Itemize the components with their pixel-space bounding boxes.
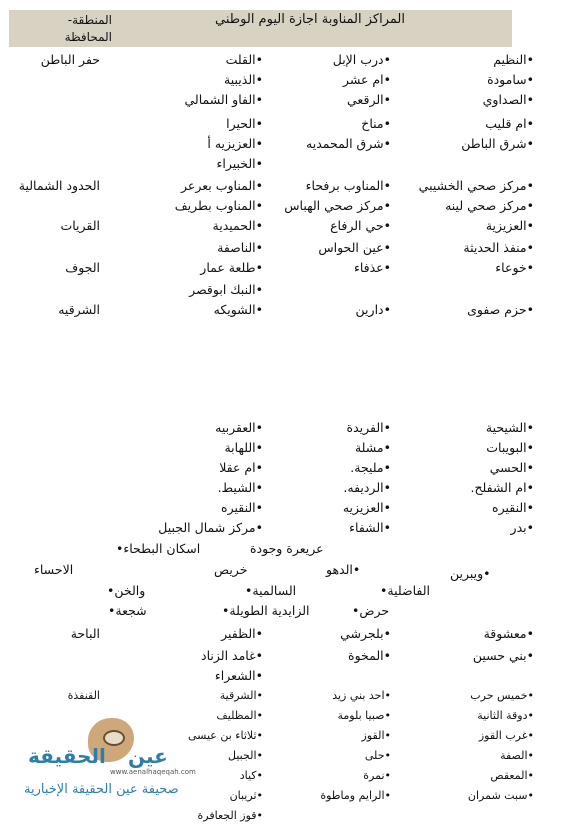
region-label: الباحة: [70, 626, 100, 641]
district-entry: •ام قليب: [485, 116, 534, 131]
district-entry: •النقيره: [221, 500, 263, 515]
district-entry: •العزيزية: [485, 218, 534, 233]
district-entry: •المخوة: [348, 648, 391, 663]
district-entry: •العزيزيه أ: [207, 136, 263, 151]
district-entry: •الشعراء: [214, 668, 263, 683]
district-entry: •الشويكه: [213, 302, 263, 317]
district-entry: •دارين: [355, 302, 391, 317]
district-entry: •ثلاثاء بن عيسى: [188, 729, 263, 742]
region-column-header: المنطقة- المحافظة: [64, 13, 112, 44]
district-entry: •كياد: [239, 769, 263, 782]
district-entry: •المظليف: [216, 709, 263, 722]
region-label: الاحساء: [34, 562, 74, 577]
district-entry: •مناخ: [361, 116, 391, 131]
district-entry: •الشيحية: [485, 420, 534, 435]
district-entry: خريص: [214, 562, 248, 577]
district-entry: •الخبيراء: [216, 156, 263, 171]
district-entry: •الذيبية: [224, 72, 263, 87]
district-entry: •مليجة.: [350, 460, 391, 475]
region-label: الحدود الشمالية: [18, 178, 100, 193]
district-entry: •ام عشر: [342, 72, 391, 87]
page-title: المراكز المناوبة اجازة اليوم الوطني: [215, 12, 405, 27]
region-label: الجوف: [65, 260, 100, 275]
district-entry: •سامودة: [487, 72, 534, 87]
district-entry: •نمرة: [363, 769, 391, 782]
district-entry: •مركز صحي الخشيبي: [418, 178, 534, 193]
district-entry: •مركز صحي الهباس: [284, 198, 391, 213]
district-entry: عريعرة وجودة: [250, 541, 324, 556]
district-entry: •دوقة الثانية: [477, 709, 534, 722]
district-entry: •قوز الجعافرة: [197, 809, 263, 822]
region-label: حفر الباطن: [40, 52, 100, 67]
district-entry: •ام عقلا: [219, 460, 263, 475]
district-entry: •الرديفه.: [343, 480, 391, 495]
district-entry: •حي الرفاع: [330, 218, 391, 233]
district-entry: •المناوب بعرعر: [180, 178, 263, 193]
district-entry: •الفريدة: [346, 420, 391, 435]
district-entry: •الدهو: [326, 562, 361, 577]
district-entry: •درب الإبل: [332, 52, 391, 67]
district-entry: •عذفاء: [353, 260, 391, 275]
district-entry: •سبت شمران: [467, 789, 534, 802]
district-entry: •المناوب بطريف: [174, 198, 263, 213]
region-label: الشرقيه: [58, 302, 100, 317]
logo-name-a: عين: [128, 744, 168, 768]
district-entry: •شرق المحمديه: [306, 136, 391, 151]
district-entry: شجعة•: [108, 603, 147, 618]
district-entry: •خوعاء: [495, 260, 534, 275]
district-entry: •الشفاء: [349, 520, 391, 535]
district-entry: •المعقص: [490, 769, 534, 782]
district-entry: •غامد الزناد: [201, 648, 263, 663]
district-entry: •العقربيه: [215, 420, 263, 435]
district-entry: •ثريبان: [229, 789, 263, 802]
district-entry: •الناصفة: [217, 240, 263, 255]
district-entry: •القلت: [225, 52, 263, 67]
district-entry: •الجبيل: [228, 749, 263, 762]
district-entry: •الصفة: [500, 749, 534, 762]
district-entry: •بني حسين: [472, 648, 534, 663]
district-entry: السالمية•: [245, 583, 297, 598]
site-logo: [10, 718, 195, 804]
district-entry: •الرايم وماطوة: [320, 789, 391, 802]
logo-tagline: صحيفة عين الحقيقة الإخبارية: [24, 782, 179, 797]
district-entry: •المناوب برفحاء: [305, 178, 391, 193]
district-entry: •الفاو الشمالي: [184, 92, 263, 107]
district-entry: •غرب القوز: [478, 729, 534, 742]
district-entry: •بلجرشي: [340, 626, 391, 641]
district-entry: الفاضلية•: [380, 583, 431, 598]
district-entry: •احد بني زيد: [332, 689, 391, 702]
district-entry: •خميس حرب: [470, 689, 534, 702]
district-entry: •الحيرا: [226, 116, 263, 131]
district-entry: •ام الشفلح.: [470, 480, 534, 495]
logo-url: www.aenalhaqeqah.com: [110, 768, 196, 776]
district-entry: •مشلة: [354, 440, 391, 455]
district-entry: اسكان البطحاء•: [116, 541, 201, 556]
district-entry: •الظفير: [221, 626, 263, 641]
district-entry: •بدر: [510, 520, 534, 535]
district-entry: •منفذ الحديثة: [463, 240, 534, 255]
district-entry: •حلى: [364, 749, 391, 762]
district-entry: •النبك ابوقصر: [189, 282, 263, 297]
district-entry: •النظيم: [493, 52, 534, 67]
district-entry: •مركز شمال الجبيل: [158, 520, 263, 535]
district-entry: •اللهابة: [224, 440, 263, 455]
region-label: القريات: [60, 218, 100, 233]
district-entry: حرض•: [352, 603, 390, 618]
district-entry: •العزيزيه: [342, 500, 391, 515]
district-entry: •البويبات: [486, 440, 534, 455]
district-entry: •القوز: [361, 729, 391, 742]
district-entry: •معشوقة: [483, 626, 534, 641]
district-entry: الزايدية الطويلة•: [222, 603, 310, 618]
district-entry: •النقيره: [492, 500, 534, 515]
district-entry: •صبيا بلومة: [337, 709, 391, 722]
district-entry: •الشيط.: [217, 480, 263, 495]
district-entry: •الصداوي: [482, 92, 534, 107]
district-entry: •الحميدية: [212, 218, 263, 233]
eye-icon: [103, 730, 125, 746]
district-entry: •الرقعي: [347, 92, 391, 107]
district-entry: والخن•: [107, 583, 146, 598]
district-entry: •الحسي: [489, 460, 534, 475]
district-entry: •مركز صحي لينه: [445, 198, 534, 213]
district-entry: •عين الحواس: [318, 240, 391, 255]
district-entry: •حزم صفوى: [467, 302, 534, 317]
district-entry: •طلعة عمار: [200, 260, 263, 275]
logo-name-b: الحقيقة: [28, 744, 106, 768]
district-entry: •الشرقية: [219, 689, 263, 702]
district-entry: •شرق الباطن: [461, 136, 534, 151]
district-entry: •ويبرين: [450, 566, 491, 581]
region-label: القنفذة: [67, 689, 100, 702]
